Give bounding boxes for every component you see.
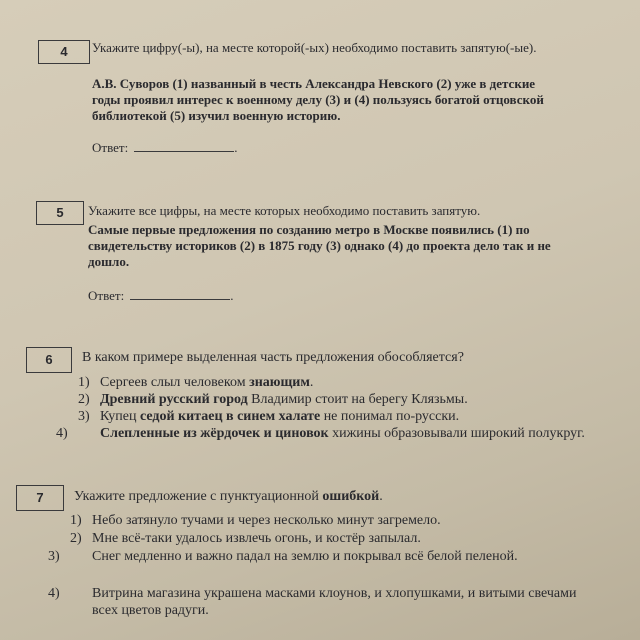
task-number-box: 5 — [36, 201, 84, 225]
option-3[interactable]: 3) Купец седой китаец в синем халате не понимал по-русски. — [78, 409, 460, 424]
task-sentence: А.В. Суворов (1) названный в честь Александра Невского (2) уже в детские годы проявил интерес к военному делу (3) и (4) пользуясь богатой отцовской библиотекой (5) изучил военную историю. — [92, 76, 544, 123]
answer-label: Ответ: — [88, 288, 125, 303]
answer-label: Ответ: — [92, 140, 129, 155]
answer-period: . — [230, 288, 234, 303]
task-number-box: 4 — [38, 40, 90, 64]
answer-line[interactable] — [130, 289, 230, 300]
option-1[interactable]: 1) Небо затянуло тучами и через несколько минут загремело. — [70, 513, 441, 528]
option-1[interactable]: 1) Сергеев слыл человеком знающим. — [78, 375, 314, 390]
task-number-box: 6 — [26, 347, 72, 373]
answer-field[interactable] — [88, 288, 233, 304]
task-question: Укажите все цифры, на месте которых необходимо поставить запятую. — [88, 203, 481, 218]
task-sentence: Самые первые предложения по созданию метро в Москве появились (1) по свидетельству историков (2) в 1875 году (3) однако (4) до проекта дело так и не дошло. — [88, 222, 551, 269]
answer-period: . — [234, 140, 238, 155]
option-4[interactable]: 4) Витрина магазина украшена масками клоунов, и хлопушками, и витыми свечами всех цветов радуги. — [48, 586, 577, 618]
task-question: В каком примере выделенная часть предложения обособляется? — [82, 350, 464, 365]
answer-field[interactable] — [92, 140, 237, 156]
option-2[interactable]: 2) Древний русский город Владимир стоит на берегу Клязьмы. — [78, 392, 468, 407]
task-question: Укажите предложение с пунктуационной ошибкой. — [74, 489, 383, 504]
option-3[interactable]: 3) Снег медленно и важно падал на землю и покрывал всё белой пеленой. — [48, 549, 518, 564]
option-2[interactable]: 2) Мне всё-таки удалось извлечь огонь, и костёр запылал. — [70, 531, 421, 546]
option-4[interactable]: 4) Слепленные из жёрдочек и циновок хижины образовывали широкий полукруг. — [56, 426, 585, 441]
task-number-box: 7 — [16, 485, 64, 511]
answer-line[interactable] — [134, 141, 234, 152]
task-question: Укажите цифру(-ы), на месте которой(-ых) необходимо поставить запятую(-ые). — [92, 40, 537, 55]
